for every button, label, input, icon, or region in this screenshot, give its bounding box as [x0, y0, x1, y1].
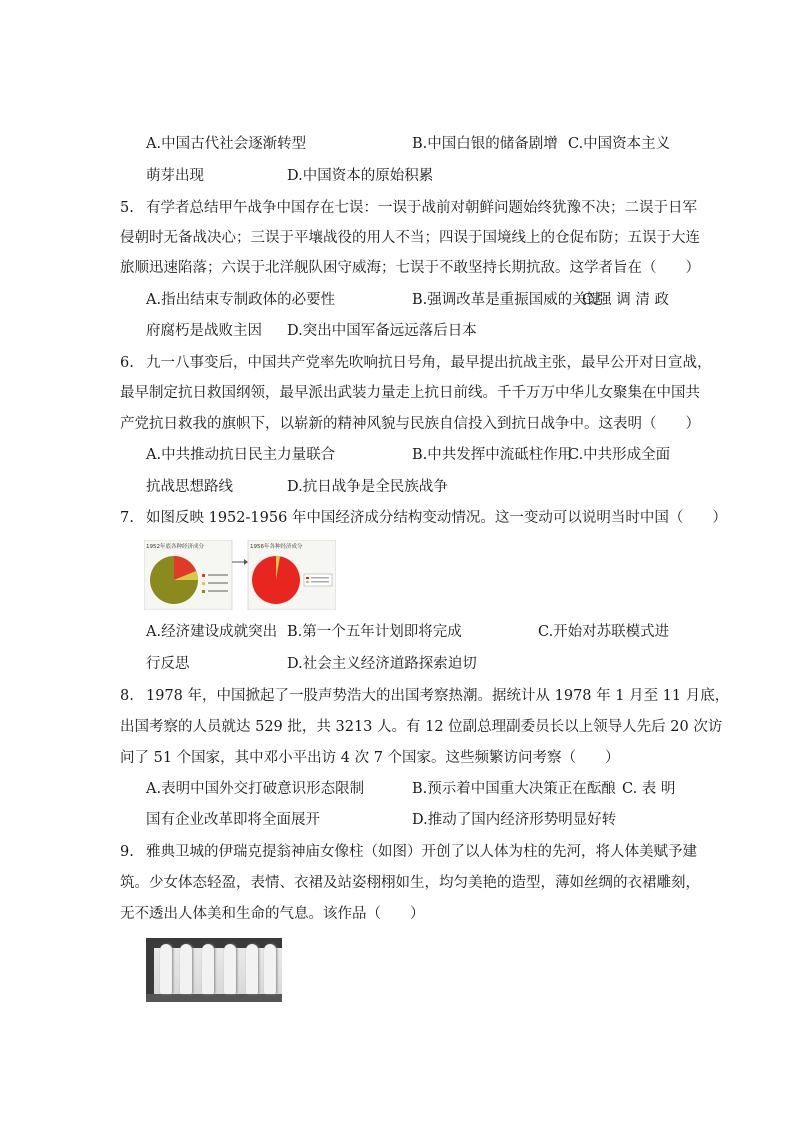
caryatid-figure [264, 944, 276, 994]
legend-text-stub [208, 590, 228, 592]
caryatid-photo [146, 938, 282, 1002]
legend-swatch [202, 574, 205, 577]
figure-1956-title: 1956年各种经济成分 [250, 544, 303, 550]
q9-line-1: 9. 雅典卫城的伊瑞克提翁神庙女像柱（如图）开创了以人体为柱的先河，将人体美赋予建 [120, 844, 697, 860]
legend-box [304, 574, 332, 586]
q6-option-c: C.中共形成全面 [568, 447, 671, 463]
q6-option-c-cont: 抗战思想路线 [146, 479, 233, 495]
q8-line-1: 8. 1978 年，中国掀起了一股声势浩大的出国考察热潮。据统计从 1978 年 1 月至 11 月底， [120, 688, 730, 704]
q8-line-3: 问了 51 个国家，其中邓小平出访 4 次 7 个国家。这些频繁访问考察（ ） [120, 750, 620, 766]
q5-option-c: C.强 调 清 政 [582, 292, 670, 308]
legend-text-stub [311, 577, 329, 579]
q5-option-d: D.突出中国军备远远落后日本 [287, 323, 477, 339]
q5-option-c-cont: 府腐朽是战败主因 [146, 323, 262, 339]
q5-line-1: 5. 有学者总结甲午战争中国存在七误：一误于战前对朝鲜问题始终犹豫不决；二误于日军 [120, 200, 697, 216]
q4-option-b: B.中国白银的储备剧增 [412, 136, 558, 152]
q4-option-c: C.中国资本主义 [568, 136, 671, 152]
q4-option-a: A.中国古代社会逐渐转型 [146, 136, 307, 152]
question-number: 8. [120, 688, 134, 704]
q5-line-2: 侵朝时无备战决心；三误于平壤战役的用人不当；四误于国境线上的仓促布防；五误于大连 [120, 230, 700, 246]
q7-option-b: B.第一个五年计划即将完成 [287, 624, 462, 640]
q6-option-d: D.抗日战争是全民族战争 [287, 479, 448, 495]
legend-swatch [306, 581, 309, 583]
q8-line-2: 出国考察的人员就达 529 批，共 3213 人。有 12 位副总理副委员长以上领导人先后 20 次访 [120, 719, 723, 735]
q9-line-3: 无不透出人体美和生命的气息。该作品（ ） [120, 906, 425, 922]
arrow-head [244, 559, 248, 565]
q8-option-c-cont: 国有企业改革即将全面展开 [146, 812, 320, 828]
caryatid-figure [202, 944, 214, 994]
q8-option-a: A.表明中国外交打破意识形态限制 [146, 781, 365, 797]
caryatid-figure [160, 944, 172, 994]
q8-option-d: D.推动了国内经济形势明显好转 [412, 812, 617, 828]
question-number: 7. [120, 510, 134, 526]
q6-option-a: A.中共推动抗日民主力量联合 [146, 447, 336, 463]
q7-option-a: A.经济建设成就突出 [146, 624, 278, 640]
q7-figure [144, 540, 336, 610]
q7-option-d: D.社会主义经济道路探索迫切 [287, 656, 477, 672]
q6-option-b: B.中共发挥中流砥柱作用 [412, 447, 573, 463]
legend-swatch [202, 582, 205, 585]
q5-line-3: 旅顺迅速陷落；六误于北洋舰队困守威海；七误于不敢坚持长期抗敌。这学者旨在（ ） [120, 260, 700, 276]
q7-option-c: C.开始对苏联模式进 [538, 624, 670, 640]
q8-option-b: B.预示着中国重大决策正在酝酿 [412, 781, 616, 797]
question-number: 6. [120, 355, 134, 371]
q8-option-c: C. 表 明 [622, 781, 676, 797]
legend-text-stub [208, 574, 228, 576]
figure-1952-title: 1952年底各种经济成分 [146, 544, 204, 550]
q6-line-3: 产党抗日救我的旗帜下，以崭新的精神风貌与民族自信投入到抗日战争中。这表明（ ） [120, 416, 700, 432]
q4-option-d: D.中国资本的原始积累 [287, 168, 434, 184]
legend-text-stub [311, 581, 329, 583]
q5-option-b: B.强调改革是重振国威的关键 [412, 292, 602, 308]
q6-line-1: 6. 九一八事变后，中国共产党率先吹响抗日号角，最早提出抗战主张，最早公开对日宣战， [120, 355, 712, 371]
q4-option-c-cont: 萌芽出现 [146, 168, 204, 184]
legend-text-stub [208, 582, 228, 584]
q5-option-a: A.指出结束专制政体的必要性 [146, 292, 336, 308]
caryatid-figure [246, 944, 258, 994]
legend-swatch [202, 590, 205, 593]
question-number: 5. [120, 200, 134, 216]
q6-line-2: 最早制定抗日救国纲领，最早派出武装力量走上抗日前线。千千万万中华儿女聚集在中国共 [120, 385, 700, 401]
q7-line-1: 7. 如图反映 1952-1956 年中国经济成分结构变动情况。这一变动可以说明当时中国（ ） [120, 510, 727, 526]
q7-option-c-cont: 行反思 [146, 656, 190, 672]
legend-swatch [306, 577, 309, 579]
caryatid-figure [224, 944, 236, 994]
caryatid-figure [180, 944, 192, 994]
question-number: 9. [120, 844, 134, 860]
q9-line-2: 筑。少女体态轻盈，表情、衣裙及站姿栩栩如生，均匀美艳的造型，薄如丝绸的衣裙雕刻， [120, 875, 700, 891]
photo-base [146, 994, 282, 1002]
